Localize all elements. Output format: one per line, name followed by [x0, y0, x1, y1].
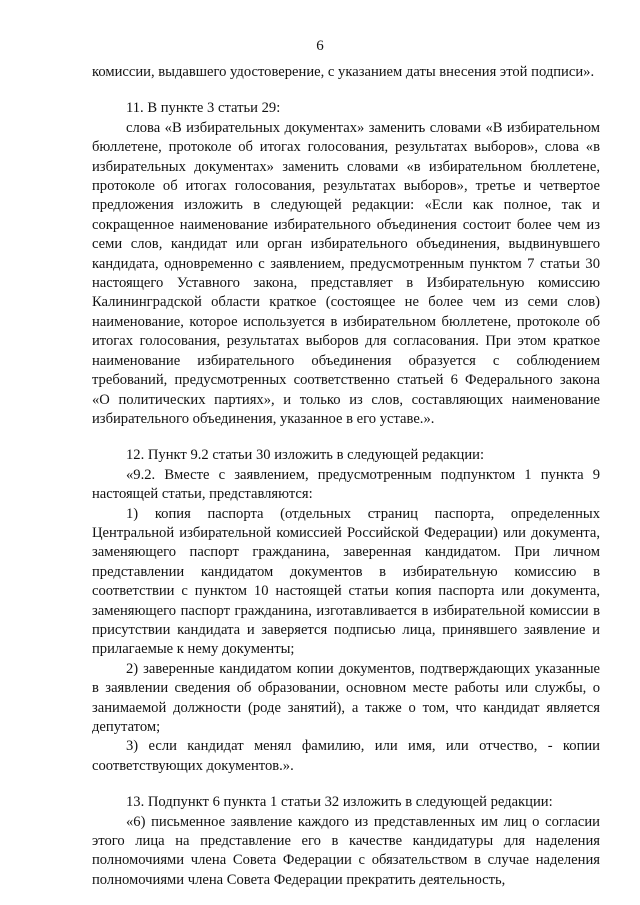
document-body — [92, 63, 600, 890]
paragraph-item-11-heading: 11. В пункте 3 статьи 29: — [126, 100, 281, 117]
paragraph-item-12-sub-1: 1) копия паспорта (отдельных страниц паспорта, определенных Центральной избирательной комиссией Российской Федерации) или документа, заменяющего паспорт гражданина, заверенная кандидатом. При личном представлении кандидатом документов в избирательную комиссию в соответствии с пунктом 10 настоящей статьи копия паспорта или документа, заменяющего паспорт гражданина, изготавливается в избирательной комиссии в присутствии кандидата и заверяется подписью лица, принявшего заявление и прилагаемые к нему документы; — [92, 505, 600, 658]
paragraph-continuation: комиссии, выдавшего удостоверение, с указанием даты внесения этой подписи». — [92, 64, 595, 80]
paragraph-item-12-intro: «9.2. Вместе с заявлением, предусмотренным подпунктом 1 пункта 9 настоящей статьи, представляются: — [92, 466, 600, 503]
paragraph-item-12-sub-3: 3) если кандидат менял фамилию, или имя, или отчество, - копии соответствующих документов.». — [92, 738, 600, 774]
paragraph-item-12-sub-2: 2) заверенные кандидатом копии документов, подтверждающих указанные в заявлении сведения об образовании, основном месте работы или службы, о занимаемой должности (роде занятий), а также о том, что кандидат является депутатом; — [92, 660, 600, 735]
paragraph-item-13-body: «6) письменное заявление каждого из представленных им лиц о согласии этого лица на представление его в качестве кандидатуры для наделения полномочиями члена Совета Федерации с обязательством в случае наделения полномочиями члена Совета Федерации прекратить деятельность, — [92, 813, 600, 888]
paragraph-item-13-heading: 13. Подпункт 6 пункта 1 статьи 32 изложить в следующей редакции: — [126, 794, 553, 811]
section-gap — [92, 82, 600, 99]
section-gap — [92, 776, 600, 793]
page-number: 6 — [316, 38, 324, 54]
paragraph-item-11-body: слова «В избирательных документах» заменить словами «В избирательном бюллетене, протоколе об итогах голосования, результатах выборов», слова «в избирательных документах» заменить словами «в избирательном бюллетене, протоколе об итогах голосования, результатах выборов», третье и четвертое предложения изложить в следующей редакции: «Если как полное, так и сокращенное наименование избирательного объединения состоит более чем из семи слов, кандидат или орган избирательного объединения, выдвинувшего кандидата, одновременно с заявлением, предусмотренным пунктом 7 статьи 30 настоящего Уставного закона, представляет в Избирательную комиссию Калининградской области краткое (состоящее не более чем из семи слов) наименование, которое используется в избирательном бюллетене, протоколе об итогах голосования, результатах выборов для согласования. При этом краткое наименование избирательного объединения образуется с соблюдением требований, предусмотренных соответственно статьей 6 Федерального закона «О политических партиях», и только из слов, составляющих наименование избирательного объединения, указанное в его уставе.». — [92, 119, 600, 427]
section-gap — [92, 429, 600, 446]
paragraph-item-12-heading: 12. Пункт 9.2 статьи 30 изложить в следующей редакции: — [126, 447, 485, 464]
